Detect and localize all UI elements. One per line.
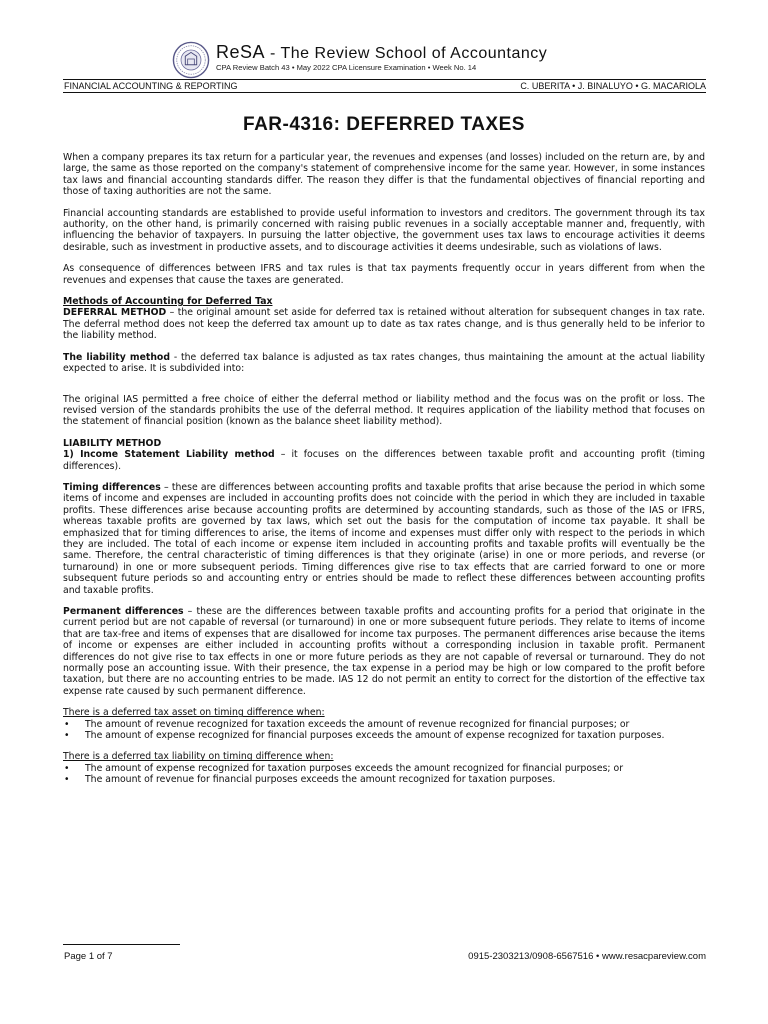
list-item-text: The amount of expense recognized for taxation purposes exceeds the amount recognized for financial purposes; or (85, 762, 624, 774)
permanent-differences-text: – these are the differences between taxable profits and accounting profits for a period that originate in the current period but are not capable of reversal (or turnaround) in one or more subsequent future periods. They relate to items of income that are tax-free and items of expenses that are disallowed for income tax purposes. The permanent differences arise because the items of income or expenses are either included in accounting profits without a corresponding inclusion in taxable profit. Permanent differences do not give rise to tax effects in one or more future periods as they are not capable of reversal or turnaround. They do not normally pose an accounting issue. With their presence, the tax expense in a period may be high or low compared to the profit before taxation, but there are no accounting entries to be made. IAS 12 do not permit an entity to correct for the distortion of the effective tax expense rate caused by such permanent difference. (63, 606, 705, 697)
income-statement-text: – it focuses on the differences between taxable profit and accounting profit (timing differences). (63, 449, 705, 472)
deferred-tax-liability-list (63, 763, 705, 786)
header-rule-top (63, 79, 706, 80)
footer-rule (63, 944, 180, 945)
subject-label: FINANCIAL ACCOUNTING & REPORTING (64, 81, 238, 91)
liability-method-term: The liability method (63, 351, 170, 363)
deferred-tax-liability-heading: There is a deferred tax liability on timing difference when: (63, 751, 334, 763)
income-statement-paragraph (63, 449, 705, 472)
bullet-icon: • (64, 730, 70, 742)
timing-differences-paragraph (63, 482, 705, 596)
permanent-differences-paragraph (63, 606, 705, 697)
list-item (63, 774, 705, 785)
resa-seal-logo-icon (172, 41, 210, 79)
list-item-text: The amount of revenue recognized for taxation exceeds the amount of revenue recognized for financial purposes; or (85, 718, 630, 730)
liability-method-text: - the deferred tax balance is adjusted as tax rates changes, thus maintaining the amount at the actual liability expected to arise. It is subdivided into: (63, 351, 706, 375)
school-brand: ReSA (216, 42, 266, 62)
school-name-text: - The Review School of Accountancy (265, 45, 548, 62)
liability-method-heading: LIABILITY METHOD (63, 437, 162, 449)
school-name (216, 42, 547, 63)
intro-paragraph: When a company prepares its tax return for a particular year, the revenues and expenses (and losses) included on the return are, by and large, the same as those reported on the company's statement of comprehensive income for the same year. However, in some instances tax laws and financial accounting standards differ. The reason they differ is that the fundamental objectives of financial reporting and those of taxing authorities are not the same. (63, 152, 705, 198)
document-title: FAR-4316: DEFERRED TAXES (243, 114, 525, 135)
deferred-tax-asset-heading: There is a deferred tax asset on timing difference when: (63, 707, 325, 719)
batch-subline: CPA Review Batch 43 • May 2022 CPA Licensure Examination • Week No. 14 (216, 63, 477, 72)
bullet-icon: • (64, 774, 70, 786)
liability-method-paragraph (63, 352, 705, 375)
ias-paragraph: The original IAS permitted a free choice of either the deferral method or liability method and the focus was on the profit or loss. The revised version of the standards prohibits the use of the deferral method. It requires application of the liability method that focuses on the statement of financial position (known as the balance sheet liability method). (63, 393, 705, 428)
list-item (63, 763, 705, 774)
page-number: Page 1 of 7 (64, 951, 113, 962)
deferral-method-text: – the original amount set aside for deferred tax is retained without alteration for subsequent changes in tax rate. The deferral method does not keep the deferred tax amount up to date as tax rates change, and is thus generally held to be inferior to the liability method. (63, 307, 705, 342)
bullet-icon: • (64, 762, 70, 774)
deferred-tax-asset-list (63, 719, 705, 742)
list-item (63, 719, 705, 730)
list-item-text: The amount of expense recognized for financial purposes exceeds the amount of expense recognized for taxation purposes. (85, 730, 665, 742)
list-item (63, 730, 705, 741)
income-statement-term: 1) Income Statement Liability method (63, 449, 275, 461)
footer-contact: 0915-2303213/0908-6567516 • www.resacpareview.com (468, 951, 706, 962)
timing-differences-text: – these are differences between accounting profits and taxable profits that arise because the period in which some items of income and expenses are included in accounting profits does not coincide with the period in which they are included in taxable profits. These differences arise because accounting profits are determined by accounting standards, such as those of the IAS or IFRS, whereas taxable profits are governed by tax laws, which set out the basis for the computation of income tax payable. It shall be emphasized that for timing differences to arise, the items of income and expenses must differ only with respect to the periods in which they are included. The total of each income or expense item included in accounting profits and taxable profits will eventually be the same. Therefore, the central characteristic of timing differences is that they originate (arise) in one or more periods, and reverse (or turnaround) in one or more subsequent periods. Timing differences give rise to tax effects that are carried forward to one or more subsequent future periods so and accounting entry or entries should be made to reflect these differences between accounting profits and taxable profits. (63, 481, 706, 596)
consequence-paragraph: As consequence of differences between IFRS and tax rules is that tax payments frequently occur in years different from when the revenues and expenses that cause the taxes are generated. (63, 263, 705, 286)
permanent-differences-term: Permanent differences (63, 606, 184, 617)
document-body (63, 152, 705, 796)
header-rule-bottom (63, 92, 706, 93)
list-item-text: The amount of revenue for financial purposes exceeds the amount recognized for taxation purposes. (85, 774, 556, 786)
timing-differences-term: Timing differences (63, 481, 161, 493)
authors-label: C. UBERITA • J. BINALUYO • G. MACARIOLA (520, 81, 706, 91)
bullet-icon: • (64, 718, 70, 730)
deferral-method-term: DEFERRAL METHOD (63, 307, 167, 319)
standards-paragraph: Financial accounting standards are established to provide useful information to investors and creditors. The government through its tax authority, on the other hand, is primarily concerned with raising public revenues in a socially acceptable manner and, frequently, with influencing the behavior of taxpayers. In pursuing the latter objective, the government uses tax laws to encourage activities it deems desirable, such as investment in productive assets, and to discourage activities it deems undesirable, such as violations of laws. (63, 207, 705, 253)
deferral-method-paragraph (63, 307, 705, 341)
methods-heading: Methods of Accounting for Deferred Tax (63, 296, 273, 308)
